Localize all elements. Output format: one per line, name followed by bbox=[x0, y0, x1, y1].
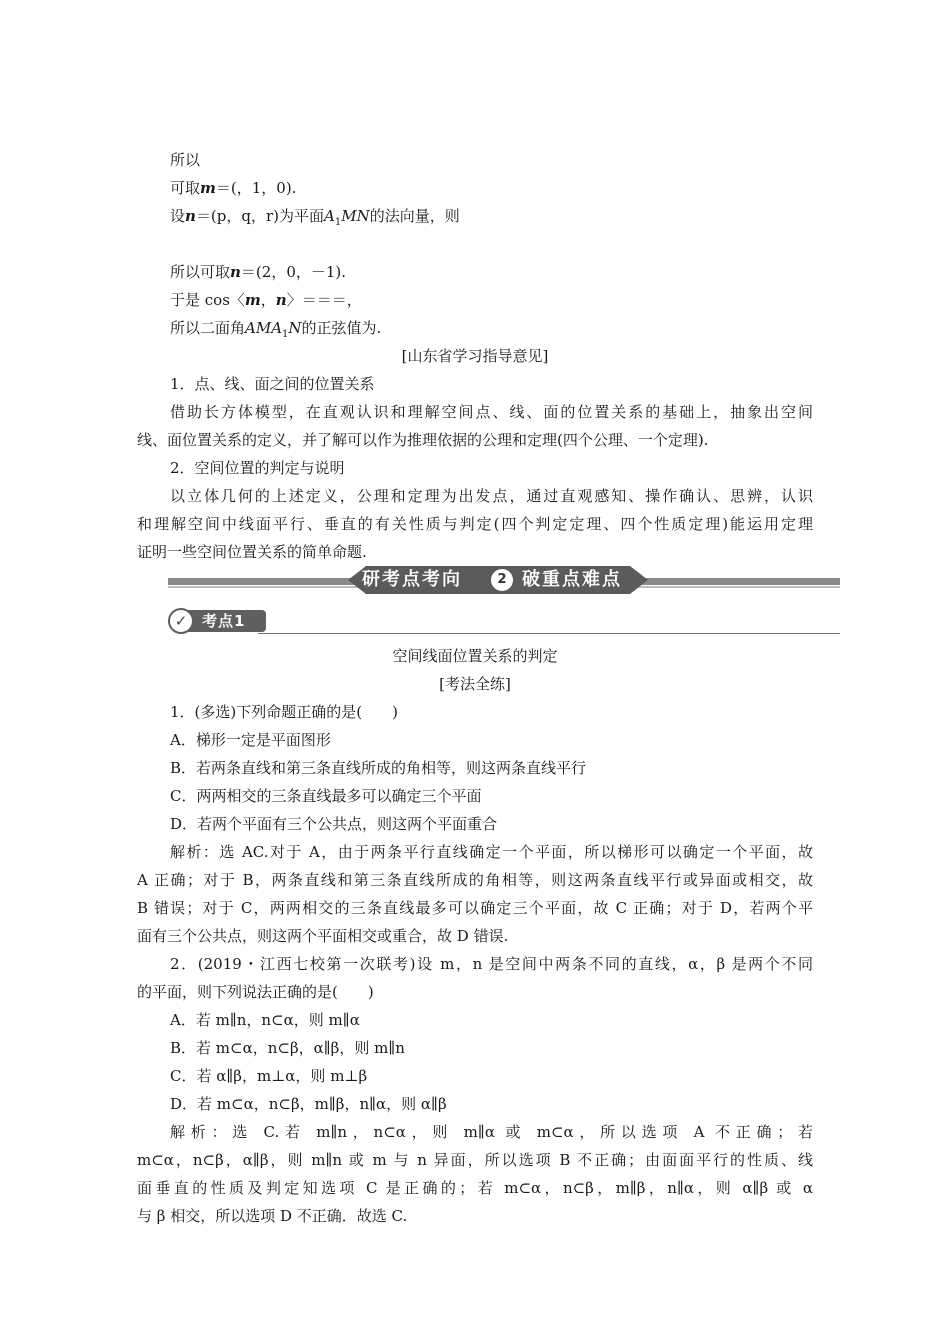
text: 于是 cos〈 bbox=[170, 291, 245, 309]
text-line bbox=[170, 150, 200, 170]
answer-line: 解析：选 C.若 m∥n，n⊂α，则 m∥α 或 m⊂α，所以选项 A 不正确；若 bbox=[170, 1123, 813, 1141]
option-d: D．若两个平面有三个公共点，则这两个平面重合 bbox=[170, 815, 498, 833]
option-c: C．两两相交的三条直线最多可以确定三个平面 bbox=[170, 787, 482, 805]
paragraph-line: 线、面位置关系的定义，并了解可以作为推理依据的公理和定理(四个公理、一个定理). bbox=[137, 431, 709, 449]
guide-item-title: 1．点、线、面之间的位置关系 bbox=[170, 375, 375, 393]
answer-line: 解析：选 AC.对于 A，由于两条平行直线确定一个平面，所以梯形可以确定一个平面，故 bbox=[170, 843, 813, 861]
option-a: A．梯形一定是平面图形 bbox=[170, 731, 331, 749]
option-b: B．若 m⊂α，n⊂β，α∥β，则 m∥n bbox=[170, 1039, 405, 1057]
question-stem: 2．(2019・江西七校第一次联考)设 m，n 是空间中两条不同的直线，α，β 是两个不同 bbox=[170, 955, 813, 973]
answer-line: B 错误；对于 C，两两相交的三条直线最多可以确定三个平面，故 C 正确；对于 D，若两个平 bbox=[137, 899, 813, 917]
math-italic: N bbox=[288, 319, 302, 337]
vector-n: n bbox=[275, 291, 287, 309]
text-line bbox=[170, 318, 381, 345]
paragraph-line: 证明一些空间位置关系的简单命题. bbox=[137, 543, 367, 561]
text-line bbox=[170, 178, 296, 198]
answer-line: 与 β 相交，所以选项 D 不正确．故选 C. bbox=[137, 1207, 408, 1225]
option-b: B．若两条直线和第三条直线所成的角相等，则这两条直线平行 bbox=[170, 759, 587, 777]
paragraph-line: 借助长方体模型，在直观认识和理解空间点、线、面的位置关系的基础上，抽象出空间 bbox=[170, 403, 813, 421]
banner-right-text: 破重点难点 bbox=[522, 569, 622, 590]
banner-left-text: 研考点考向 bbox=[362, 569, 462, 590]
option-a: A．若 m∥n，n⊂α，则 m∥α bbox=[170, 1011, 360, 1029]
vector-n: n bbox=[185, 207, 196, 225]
kaodian-tag bbox=[168, 610, 840, 636]
guide-heading: [山东省学习指导意见] bbox=[401, 347, 549, 365]
answer-line: 面有三个公共点，则这两个平面相交或重合，故 D 错误. bbox=[137, 927, 509, 945]
paragraph-line: 和理解空间中线面平行、垂直的有关性质与判定(四个判定定理、四个性质定理)能运用定理 bbox=[137, 515, 813, 533]
answer-line: m⊂α，n⊂β，α∥β，则 m∥n 或 m 与 n 异面，所以选项 B 不正确；由面面平行的性质、线 bbox=[137, 1151, 813, 1169]
section-title: 空间线面位置关系的判定 bbox=[392, 647, 558, 665]
text: 的正弦值为. bbox=[301, 319, 382, 337]
text: 的法向量，则 bbox=[369, 207, 460, 225]
answer-line: 面垂直的性质及判定知选项 C 是正确的；若 m⊂α，n⊂β，m∥β，n∥α，则 α∥β 或 α bbox=[137, 1179, 813, 1197]
text: 所以 bbox=[170, 151, 201, 169]
paragraph-line: 以立体几何的上述定义，公理和定理为出发点，通过直观感知、操作确认、思辨，认识 bbox=[170, 487, 813, 505]
text-line bbox=[170, 206, 460, 233]
section-banner bbox=[168, 566, 840, 600]
text: 可取 bbox=[170, 179, 201, 197]
text: ＝(p，q，r)为平面 bbox=[195, 207, 325, 225]
tag-label: 考点1 bbox=[202, 612, 246, 630]
math-italic: AMA bbox=[245, 319, 283, 337]
divider bbox=[258, 633, 840, 634]
section-subtitle: [考法全练] bbox=[439, 675, 511, 693]
question-stem: 的平面，则下列说法正确的是( ) bbox=[137, 983, 374, 1001]
math-italic: MN bbox=[341, 207, 370, 225]
question-stem: 1．(多选)下列命题正确的是( ) bbox=[170, 703, 398, 721]
vector-m: m bbox=[200, 179, 216, 197]
option-d: D．若 m⊂α，n⊂β，m∥β，n∥α，则 α∥β bbox=[170, 1095, 447, 1113]
text-line bbox=[170, 290, 362, 310]
answer-line: A 正确；对于 B，两条直线和第三条直线所成的角相等，则这两条直线平行或异面或相交，故 bbox=[137, 871, 813, 889]
check-icon: ✓ bbox=[168, 608, 194, 634]
text: 〉＝＝＝， bbox=[286, 291, 362, 309]
text: 所以可取 bbox=[170, 263, 231, 281]
subscript: 1 bbox=[334, 217, 342, 228]
text: ＝(2，0，－1). bbox=[240, 263, 347, 281]
text: 设 bbox=[170, 207, 186, 225]
text: ， bbox=[260, 291, 276, 309]
subscript: 1 bbox=[282, 329, 289, 340]
text: ＝(，1，0). bbox=[215, 179, 297, 197]
text-line bbox=[170, 262, 346, 282]
vector-n: n bbox=[230, 263, 241, 281]
guide-item-title: 2．空间位置的判定与说明 bbox=[170, 459, 345, 477]
vector-m: m bbox=[244, 291, 261, 309]
number-2-icon: 2 bbox=[491, 569, 513, 591]
text: 所以二面角 bbox=[170, 319, 246, 337]
option-c: C．若 α∥β，m⊥α，则 m⊥β bbox=[170, 1067, 368, 1085]
math-italic: A bbox=[324, 207, 335, 225]
